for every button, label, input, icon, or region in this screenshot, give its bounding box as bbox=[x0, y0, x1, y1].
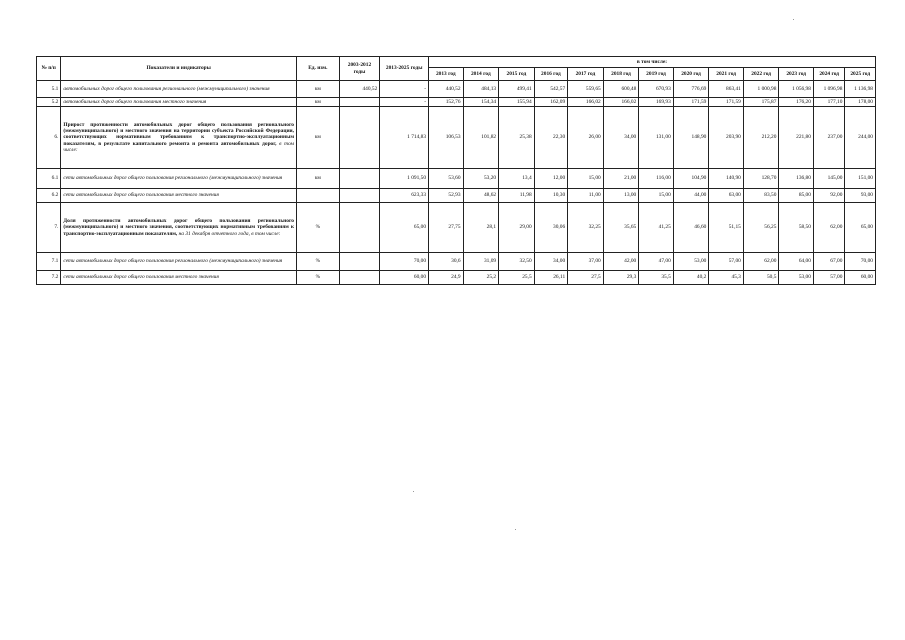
year-value: 101,82 bbox=[463, 107, 499, 169]
header-year: 2013 год bbox=[429, 68, 464, 81]
row-number: 6.1 bbox=[37, 169, 61, 189]
year-value: 1 000,98 bbox=[743, 81, 779, 98]
year-value: 166,02 bbox=[603, 98, 639, 107]
year-value: 53,60 bbox=[429, 169, 464, 189]
unit-cell: % bbox=[297, 271, 340, 285]
year-value: 35,65 bbox=[603, 203, 639, 253]
year-value: 85,00 bbox=[779, 189, 814, 203]
year-value: 166,02 bbox=[568, 98, 604, 107]
table-row bbox=[37, 271, 876, 285]
year-value: 175,87 bbox=[743, 98, 779, 107]
table-row bbox=[37, 253, 876, 271]
year-value: 440,52 bbox=[429, 81, 464, 98]
year-value: 1 056,98 bbox=[779, 81, 814, 98]
year-value: 25,2 bbox=[463, 271, 499, 285]
table-row bbox=[37, 81, 876, 98]
year-value: 51,15 bbox=[709, 203, 744, 253]
row-number: 5.1 bbox=[37, 81, 61, 98]
year-value: 29,3 bbox=[603, 271, 639, 285]
indicator-name: сети автомобильных дорог общего пользования местного значения bbox=[61, 189, 297, 203]
year-value: 31,09 bbox=[463, 253, 499, 271]
year-value: 154,34 bbox=[463, 98, 499, 107]
year-value: 203,90 bbox=[709, 107, 744, 169]
period-2013-2025-value: - bbox=[380, 81, 429, 98]
indicator-name: сети автомобильных дорог общего пользования местного значения bbox=[61, 271, 297, 285]
row-number: 6.2 bbox=[37, 189, 61, 203]
year-value: 212,20 bbox=[743, 107, 779, 169]
year-value: 136,80 bbox=[779, 169, 814, 189]
period-2013-2025-value: 70,00 bbox=[380, 253, 429, 271]
indicator-name: автомобильных дорог общего пользования регионального (межмуниципального) значения bbox=[61, 81, 297, 98]
year-value: 221,80 bbox=[779, 107, 814, 169]
year-value: 11,98 bbox=[499, 189, 535, 203]
year-value: 25,5 bbox=[499, 271, 535, 285]
table-row bbox=[37, 169, 876, 189]
header-year: 2019 год bbox=[639, 68, 674, 81]
unit-cell: км bbox=[297, 81, 340, 98]
header-year: 2018 год bbox=[603, 68, 639, 81]
row-number: 7.2 bbox=[37, 271, 61, 285]
scan-speck bbox=[793, 19, 794, 20]
year-value: 178,00 bbox=[845, 98, 876, 107]
period-2013-2025-value: 1 714,83 bbox=[380, 107, 429, 169]
year-value: 53,00 bbox=[779, 271, 814, 285]
year-value: 12,00 bbox=[534, 169, 568, 189]
table-row bbox=[37, 107, 876, 169]
period-2003-2012-value bbox=[339, 189, 380, 203]
year-value: 65,00 bbox=[845, 203, 876, 253]
header-unit: Ед. изм. bbox=[297, 57, 340, 81]
indicator-name-note: на 31 декабря отчетного года, в том числе: bbox=[178, 230, 281, 237]
year-value: 32,50 bbox=[499, 253, 535, 271]
year-value: 60,00 bbox=[845, 271, 876, 285]
year-value: 140,90 bbox=[709, 169, 744, 189]
year-value: 27,75 bbox=[429, 203, 464, 253]
year-value: 21,00 bbox=[603, 169, 639, 189]
year-value: 25,38 bbox=[499, 107, 535, 169]
year-value: 52,93 bbox=[429, 189, 464, 203]
header-year: 2016 год bbox=[534, 68, 568, 81]
year-value: 177,10 bbox=[813, 98, 844, 107]
table-row bbox=[37, 98, 876, 107]
year-value: 93,00 bbox=[845, 189, 876, 203]
year-value: 63,00 bbox=[709, 189, 744, 203]
year-value: 22,30 bbox=[534, 107, 568, 169]
year-value: 30,6 bbox=[429, 253, 464, 271]
unit-cell: % bbox=[297, 203, 340, 253]
unit-cell bbox=[297, 189, 340, 203]
indicator-name: автомобильных дорог общего пользования местного значения bbox=[61, 98, 297, 107]
year-value: 37,00 bbox=[568, 253, 604, 271]
year-value: 148,90 bbox=[673, 107, 709, 169]
year-value: 30,06 bbox=[534, 203, 568, 253]
year-value: 48,62 bbox=[463, 189, 499, 203]
year-value: 176,20 bbox=[779, 98, 814, 107]
scan-speck bbox=[515, 529, 516, 530]
year-value: 11,00 bbox=[568, 189, 604, 203]
year-value: 29,00 bbox=[499, 203, 535, 253]
period-2013-2025-value: 1 091,50 bbox=[380, 169, 429, 189]
year-value: 26,00 bbox=[568, 107, 604, 169]
header-num: № п/п bbox=[37, 57, 61, 81]
year-value: 28,1 bbox=[463, 203, 499, 253]
year-value: 152,76 bbox=[429, 98, 464, 107]
year-value: 237,00 bbox=[813, 107, 844, 169]
year-value: 53,00 bbox=[673, 253, 709, 271]
header-period-2013-2025: 2013-2025 годы bbox=[380, 57, 429, 81]
year-value: 70,00 bbox=[845, 253, 876, 271]
indicator-name bbox=[61, 107, 297, 169]
indicator-name: сети автомобильных дорог общего пользования регионального (межмуниципального) значения bbox=[61, 169, 297, 189]
header-year: 2015 год bbox=[499, 68, 535, 81]
year-value: 27,5 bbox=[568, 271, 604, 285]
document-sheet bbox=[36, 56, 876, 285]
period-2003-2012-value bbox=[339, 107, 380, 169]
indicator-name: сети автомобильных дорог общего пользования регионального (межмуниципального) значения bbox=[61, 253, 297, 271]
year-value: 92,00 bbox=[813, 189, 844, 203]
year-value: 162,09 bbox=[534, 98, 568, 107]
year-value: 53,20 bbox=[463, 169, 499, 189]
year-value: 34,00 bbox=[603, 107, 639, 169]
year-value: 83,50 bbox=[743, 189, 779, 203]
year-value: 56,25 bbox=[743, 203, 779, 253]
year-value: 62,00 bbox=[813, 203, 844, 253]
header-year: 2025 год bbox=[845, 68, 876, 81]
period-2003-2012-value bbox=[339, 98, 380, 107]
scan-speck bbox=[413, 491, 414, 492]
indicator-name-main: Доля протяженности автомобильных дорог общего пользования регионального (межмуниципального) и местного значения, соответствующих нормативным требованиям к транспортно-эксплуатационным показателям, bbox=[63, 218, 294, 237]
year-value: 776,69 bbox=[673, 81, 709, 98]
year-value: 46,60 bbox=[673, 203, 709, 253]
year-value: 155,94 bbox=[499, 98, 535, 107]
year-value: 106,53 bbox=[429, 107, 464, 169]
header-year: 2021 год bbox=[709, 68, 744, 81]
row-number: 7. bbox=[37, 203, 61, 253]
period-2013-2025-value: 623,33 bbox=[380, 189, 429, 203]
period-2003-2012-value bbox=[339, 169, 380, 189]
year-value: 145,00 bbox=[813, 169, 844, 189]
table-row bbox=[37, 189, 876, 203]
header-period-2003-2012: 2003-2012 годы bbox=[339, 57, 380, 81]
year-value: 10,30 bbox=[534, 189, 568, 203]
year-value: 1 096,98 bbox=[813, 81, 844, 98]
period-2003-2012-value bbox=[339, 271, 380, 285]
year-value: 116,00 bbox=[639, 169, 674, 189]
year-value: 171,59 bbox=[709, 98, 744, 107]
unit-cell: км bbox=[297, 98, 340, 107]
header-year: 2020 год bbox=[673, 68, 709, 81]
year-value: 104,90 bbox=[673, 169, 709, 189]
period-2003-2012-value bbox=[339, 253, 380, 271]
indicator-name bbox=[61, 203, 297, 253]
year-value: 484,13 bbox=[463, 81, 499, 98]
year-value: 58,50 bbox=[779, 203, 814, 253]
period-2013-2025-value: 65,00 bbox=[380, 203, 429, 253]
header-year: 2023 год bbox=[779, 68, 814, 81]
year-value: 171,59 bbox=[673, 98, 709, 107]
year-value: 50,5 bbox=[743, 271, 779, 285]
row-number: 5.2 bbox=[37, 98, 61, 107]
year-value: 26,11 bbox=[534, 271, 568, 285]
header-year: 2022 год bbox=[743, 68, 779, 81]
year-value: 15,00 bbox=[639, 189, 674, 203]
year-value: 15,00 bbox=[568, 169, 604, 189]
row-number: 6. bbox=[37, 107, 61, 169]
unit-cell: км bbox=[297, 107, 340, 169]
year-value: 131,00 bbox=[639, 107, 674, 169]
year-value: 169,93 bbox=[639, 98, 674, 107]
year-value: 47,00 bbox=[639, 253, 674, 271]
unit-cell: % bbox=[297, 253, 340, 271]
year-value: 1 136,98 bbox=[845, 81, 876, 98]
year-value: 670,93 bbox=[639, 81, 674, 98]
year-value: 67,00 bbox=[813, 253, 844, 271]
header-indicator: Показатели и индикаторы bbox=[61, 57, 297, 81]
table-row bbox=[37, 203, 876, 253]
indicator-name-note: в том числе: bbox=[63, 140, 294, 153]
row-number: 7.1 bbox=[37, 253, 61, 271]
year-value: 499,41 bbox=[499, 81, 535, 98]
year-value: 151,00 bbox=[845, 169, 876, 189]
year-value: 128,70 bbox=[743, 169, 779, 189]
year-value: 64,00 bbox=[779, 253, 814, 271]
year-value: 863,41 bbox=[709, 81, 744, 98]
year-value: 40,2 bbox=[673, 271, 709, 285]
year-value: 35,5 bbox=[639, 271, 674, 285]
year-value: 559,65 bbox=[568, 81, 604, 98]
year-value: 44,00 bbox=[673, 189, 709, 203]
indicator-name-main: Прирост протяженности автомобильных дорог общего пользования регионального (межмуниципального) и местного значения на территории субъекта Российской Федерации, соответствующих нормативным требованиям к транспортно-эксплуатационным показателям, в результате капитального ремонта и ремонта автомобильных дорог, bbox=[63, 121, 294, 147]
period-2003-2012-value bbox=[339, 203, 380, 253]
year-value: 244,00 bbox=[845, 107, 876, 169]
year-value: 24,9 bbox=[429, 271, 464, 285]
period-2013-2025-value: - bbox=[380, 98, 429, 107]
year-value: 13,4 bbox=[499, 169, 535, 189]
header-year: 2017 год bbox=[568, 68, 604, 81]
year-value: 34,00 bbox=[534, 253, 568, 271]
year-value: 13,00 bbox=[603, 189, 639, 203]
year-value: 62,00 bbox=[743, 253, 779, 271]
header-year: 2024 год bbox=[813, 68, 844, 81]
year-value: 41,25 bbox=[639, 203, 674, 253]
header-year: 2014 год bbox=[463, 68, 499, 81]
unit-cell: км bbox=[297, 169, 340, 189]
year-value: 57,00 bbox=[709, 253, 744, 271]
period-2013-2025-value: 60,00 bbox=[380, 271, 429, 285]
year-value: 45,3 bbox=[709, 271, 744, 285]
year-value: 42,00 bbox=[603, 253, 639, 271]
year-value: 57,00 bbox=[813, 271, 844, 285]
indicators-table bbox=[36, 56, 876, 285]
year-value: 600,48 bbox=[603, 81, 639, 98]
header-including: в том числе: bbox=[429, 57, 876, 68]
year-value: 542,57 bbox=[534, 81, 568, 98]
year-value: 32,25 bbox=[568, 203, 604, 253]
period-2003-2012-value: 440,52 bbox=[339, 81, 380, 98]
